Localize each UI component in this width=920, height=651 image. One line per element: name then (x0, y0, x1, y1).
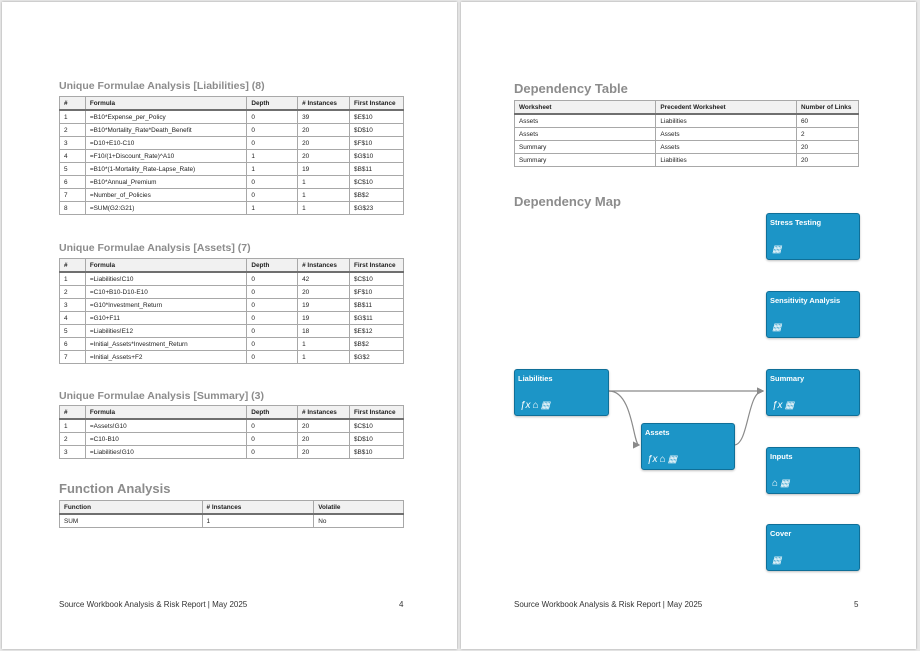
table-cell: Assets (515, 128, 656, 141)
column-header: Function (60, 501, 203, 515)
table-cell: 0 (247, 110, 298, 124)
table-cell: =Initial_Assets*Investment_Return (85, 338, 246, 351)
table-cell: 42 (298, 272, 350, 286)
table-cell: $E$12 (350, 325, 404, 338)
table-cell: Liabilities (656, 114, 797, 128)
table-cell: =B10*Expense_per_Policy (85, 110, 247, 124)
column-header: Number of Links (797, 101, 859, 115)
table-cell: =Assets!G10 (85, 419, 246, 433)
table-icon: ▦ (772, 555, 782, 566)
table-cell: 0 (247, 312, 298, 325)
table-cell: 20 (797, 141, 859, 154)
column-header: Depth (247, 97, 298, 111)
table-cell: 20 (298, 286, 350, 299)
table-row (60, 176, 404, 189)
table-cell: 2 (60, 433, 86, 446)
table-row (60, 325, 404, 338)
node-label: Summary (770, 374, 805, 383)
node-label: Stress Testing (770, 218, 822, 227)
table-cell: $E$10 (350, 110, 404, 124)
table-cell: 4 (60, 312, 86, 325)
table-row (60, 299, 404, 312)
table-cell: 7 (60, 351, 86, 364)
node-sensitivity-analysis[interactable] (766, 291, 860, 338)
table-cell: Liabilities (656, 154, 797, 167)
table-cell: 1 (247, 150, 298, 163)
table-row (60, 312, 404, 325)
table-cell: Assets (515, 114, 656, 128)
table-row (60, 137, 404, 150)
table-cell: $B$11 (350, 299, 404, 312)
table-cell: 1 (298, 202, 350, 215)
table-row (60, 514, 404, 528)
table-cell: =D10+E10-C10 (85, 137, 247, 150)
tag-icon: ⌂ (659, 454, 666, 465)
table-cell: 1 (298, 189, 350, 202)
table-cell: $C$10 (350, 272, 404, 286)
node-label: Assets (645, 428, 670, 437)
table-header-row (60, 501, 404, 515)
table-icon: ▦ (772, 322, 782, 333)
table-cell: 0 (247, 272, 298, 286)
assets-formulae-table (59, 258, 404, 364)
table-cell: 0 (247, 446, 298, 459)
table-cell: =Liabilities!C10 (85, 272, 246, 286)
table-cell: 18 (298, 325, 350, 338)
table-cell: 5 (60, 325, 86, 338)
table-row (60, 202, 404, 215)
table-cell: $D$10 (349, 433, 403, 446)
table-cell: =B10*(1-Mortality_Rate-Lapse_Rate) (85, 163, 247, 176)
footer-text: Source Workbook Analysis & Risk Report | May 2025 (59, 600, 248, 609)
table-cell: 20 (298, 124, 350, 137)
table-row (60, 419, 404, 433)
table-header-row (60, 97, 404, 111)
formula-icon: ƒx (772, 400, 783, 411)
table-cell: 7 (60, 189, 86, 202)
table-icon: ▦ (780, 478, 790, 489)
dependency-map-title: Dependency Map (514, 194, 621, 209)
table-icon: ▦ (784, 400, 795, 411)
column-header: # Instances (298, 97, 350, 111)
table-cell: 19 (298, 163, 350, 176)
edge-assets-summary (734, 391, 763, 445)
table-cell: =B10*Annual_Premium (85, 176, 247, 189)
table-cell: 6 (60, 338, 86, 351)
node-stress-testing[interactable] (766, 213, 860, 260)
table-cell: 20 (797, 154, 859, 167)
table-cell: 1 (60, 419, 86, 433)
table-cell: 6 (60, 176, 86, 189)
summary-analysis-title: Unique Formulae Analysis [Summary] (3) (59, 390, 264, 402)
table-icon: ▦ (772, 244, 782, 255)
node-label: Cover (770, 529, 792, 538)
column-header: # (60, 97, 86, 111)
node-assets[interactable] (641, 423, 735, 470)
table-cell: 3 (60, 446, 86, 459)
table-cell: 0 (247, 299, 298, 312)
table-cell: 8 (60, 202, 86, 215)
table-cell: 39 (298, 110, 350, 124)
table-cell: 20 (298, 150, 350, 163)
table-cell: 19 (298, 312, 350, 325)
table-cell: 1 (60, 272, 86, 286)
table-cell: 0 (247, 419, 298, 433)
table-row (60, 163, 404, 176)
function-analysis-title: Function Analysis (59, 481, 171, 496)
column-header: Formula (85, 259, 246, 273)
table-cell: =Liabilities!E12 (85, 325, 246, 338)
column-header: First Instance (350, 97, 404, 111)
table-cell: 0 (247, 189, 298, 202)
table-icon: ▦ (540, 400, 551, 411)
table-cell: 0 (247, 137, 298, 150)
table-cell: $C$10 (349, 419, 403, 433)
table-cell: $C$10 (350, 176, 404, 189)
table-cell: =Initial_Assets+F2 (85, 351, 246, 364)
footer-text: Source Workbook Analysis & Risk Report | May 2025 (514, 600, 703, 609)
column-header: First Instance (349, 406, 403, 420)
table-cell: 0 (247, 433, 298, 446)
table-cell: 1 (298, 351, 350, 364)
table-cell: $G$23 (350, 202, 404, 215)
table-cell: 2 (60, 124, 86, 137)
formula-icon: ƒx (647, 454, 658, 465)
table-row (60, 446, 404, 459)
table-cell: 0 (247, 325, 298, 338)
table-cell: 2 (797, 128, 859, 141)
table-cell: Assets (656, 141, 797, 154)
table-cell: $G$2 (350, 351, 404, 364)
column-header: # Instances (202, 501, 314, 515)
table-cell: 2 (60, 286, 86, 299)
table-cell: 4 (60, 150, 86, 163)
node-label: Inputs (770, 452, 793, 461)
table-header-row (60, 406, 404, 420)
table-row (60, 150, 404, 163)
column-header: # Instances (298, 406, 350, 420)
column-header: # (60, 259, 86, 273)
summary-formulae-table (59, 405, 404, 459)
dependency-table-title: Dependency Table (514, 81, 628, 96)
tag-icon: ⌂ (772, 478, 779, 489)
column-header: Depth (247, 259, 298, 273)
table-cell: $G$11 (350, 312, 404, 325)
table-cell: 0 (247, 124, 298, 137)
node-label: Sensitivity Analysis (770, 296, 841, 305)
table-cell: 1 (247, 202, 298, 215)
table-row (60, 338, 404, 351)
table-cell: $G$10 (350, 150, 404, 163)
table-header-row (60, 259, 404, 273)
column-header: Formula (85, 97, 247, 111)
table-cell: 1 (202, 514, 314, 528)
table-row (60, 189, 404, 202)
table-cell: 5 (60, 163, 86, 176)
table-cell: $B$11 (350, 163, 404, 176)
node-label: Liabilities (518, 374, 553, 383)
table-cell: 0 (247, 338, 298, 351)
table-cell: 0 (247, 176, 298, 189)
table-cell: =Number_of_Policies (85, 189, 247, 202)
table-cell: =F10/(1+Discount_Rate)^A10 (85, 150, 247, 163)
table-cell: 1 (298, 338, 350, 351)
table-cell: 0 (247, 286, 298, 299)
column-header: Formula (85, 406, 246, 420)
table-cell: 3 (60, 299, 86, 312)
table-cell: =C10+B10-D10-E10 (85, 286, 246, 299)
table-cell: 1 (247, 163, 298, 176)
liabilities-analysis-title: Unique Formulae Analysis [Liabilities] (8) (59, 80, 265, 92)
table-row (60, 286, 404, 299)
assets-analysis-title: Unique Formulae Analysis [Assets] (7) (59, 242, 251, 254)
table-cell: $F$10 (350, 137, 404, 150)
table-cell: Summary (515, 154, 656, 167)
table-cell: $B$2 (350, 189, 404, 202)
table-cell: 20 (298, 419, 350, 433)
table-cell: 20 (298, 446, 350, 459)
table-cell: 1 (60, 110, 86, 124)
table-row (60, 124, 404, 137)
column-header: Precedent Worksheet (656, 101, 797, 115)
table-cell: 3 (60, 137, 86, 150)
table-cell: =B10*Mortality_Rate*Death_Benefit (85, 124, 247, 137)
table-cell: $F$10 (350, 286, 404, 299)
table-row (60, 433, 404, 446)
table-row (60, 272, 404, 286)
page-number: 4 (399, 600, 404, 609)
table-cell: =SUM(G2:G21) (85, 202, 247, 215)
table-cell: $D$10 (350, 124, 404, 137)
table-cell: =Liabilities!G10 (85, 446, 246, 459)
column-header: # Instances (298, 259, 350, 273)
table-cell: 20 (298, 433, 350, 446)
table-cell: =C10-B10 (85, 433, 246, 446)
table-cell: No (314, 514, 404, 528)
table-cell: 1 (298, 176, 350, 189)
table-cell: 0 (247, 351, 298, 364)
table-row (60, 110, 404, 124)
table-cell: 20 (298, 137, 350, 150)
node-inputs[interactable] (766, 447, 860, 494)
column-header: Depth (247, 406, 298, 420)
table-cell: =G10*Investment_Return (85, 299, 246, 312)
node-summary[interactable] (766, 369, 860, 416)
table-cell: =G10+F11 (85, 312, 246, 325)
node-liabilities[interactable] (514, 369, 609, 416)
table-cell: Summary (515, 141, 656, 154)
column-header: Volatile (314, 501, 404, 515)
formula-icon: ƒx (520, 400, 531, 411)
liabilities-formulae-table (59, 96, 404, 215)
function-analysis-table (59, 500, 404, 528)
table-cell: 19 (298, 299, 350, 312)
table-cell: SUM (60, 514, 203, 528)
table-icon: ▦ (667, 454, 678, 465)
column-header: Worksheet (515, 101, 656, 115)
table-cell: Assets (656, 128, 797, 141)
tag-icon: ⌂ (532, 400, 539, 411)
column-header: First Instance (350, 259, 404, 273)
table-cell: 60 (797, 114, 859, 128)
table-cell: $B$10 (349, 446, 403, 459)
table-row (60, 351, 404, 364)
page-number: 5 (854, 600, 859, 609)
column-header: # (60, 406, 86, 420)
table-cell: $B$2 (350, 338, 404, 351)
node-cover[interactable] (766, 524, 860, 571)
report-page-4 (2, 2, 457, 649)
edge-liabilities-assets (609, 391, 639, 445)
report-page-5 (461, 2, 916, 649)
